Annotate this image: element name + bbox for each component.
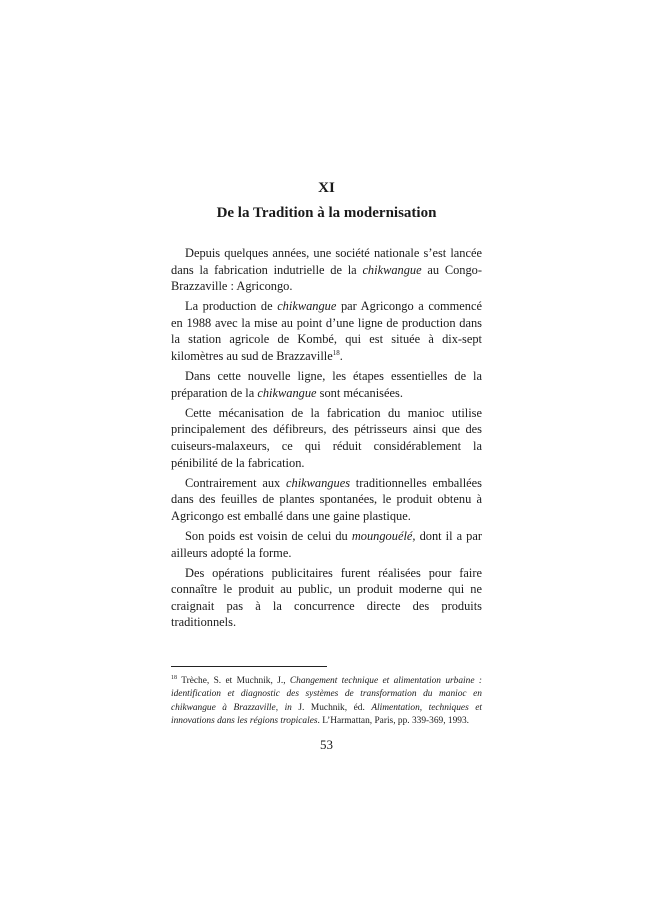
paragraph-6: Son poids est voisin de celui du moungouélé, dont il a par ailleurs adopté la forme. xyxy=(171,529,482,560)
paragraph-1: Depuis quelques années, une société nationale s’est lancée dans la fabrication indutrielle de la chikwangue au Congo-Brazzaville : Agricongo. xyxy=(171,246,483,294)
footnote-reference[interactable]: 18 xyxy=(332,348,340,357)
paragraph-4: Cette mécanisation de la fabrication du manioc utilise principalement des défibreurs, des pétrisseurs ainsi que des cuiseurs-malaxeurs, ce qui réduit considérablement la pénibilité de la fabrication. xyxy=(171,405,482,470)
footnote: $^{18}$ Trèche, S. et Muchnik, J., Changement technique et alimentation urbaine : identification et diagnostic des systèmes de transformation du manioc en chikwangue à Brazzaville, in J. Muchnik, éd. Alimentation, techniques et innovations dans les régions tropicales. L’Harmattan, Paris, pp. 339-369, 1993. xyxy=(171,674,482,727)
chapter-title: De la Tradition à la modernisation xyxy=(216,205,437,221)
paragraph-3: Dans cette nouvelle ligne, les étapes essentielles de la préparation de la chikwangue sont mécanisées. xyxy=(171,369,482,400)
chapter-number: XI xyxy=(318,180,335,196)
page-number: 53 xyxy=(320,737,333,752)
footnote-divider xyxy=(171,666,327,667)
chapter-body xyxy=(171,245,482,635)
paragraph-7: Des opérations publicitaires furent réalisées pour faire connaître le produit au public, un produit moderne qui ne craignait pas à la concurrence directe des produits traditionnels. xyxy=(171,565,482,630)
footnote-number: 18 xyxy=(171,674,177,681)
paragraph-5: Contrairement aux chikwangues traditionnelles emballées dans des feuilles de plantes spontanées, le produit obtenu à Agricongo est emballé dans une gaine plastique. xyxy=(171,475,482,523)
paragraph-2: La production de chikwangue par Agricongo a commencé en 1988 avec la mise au point d’une ligne de production dans la station agricole de Kombé, qui est située à dix-sept kilomètres au sud de Brazzaville$^{18}$. xyxy=(171,299,482,364)
